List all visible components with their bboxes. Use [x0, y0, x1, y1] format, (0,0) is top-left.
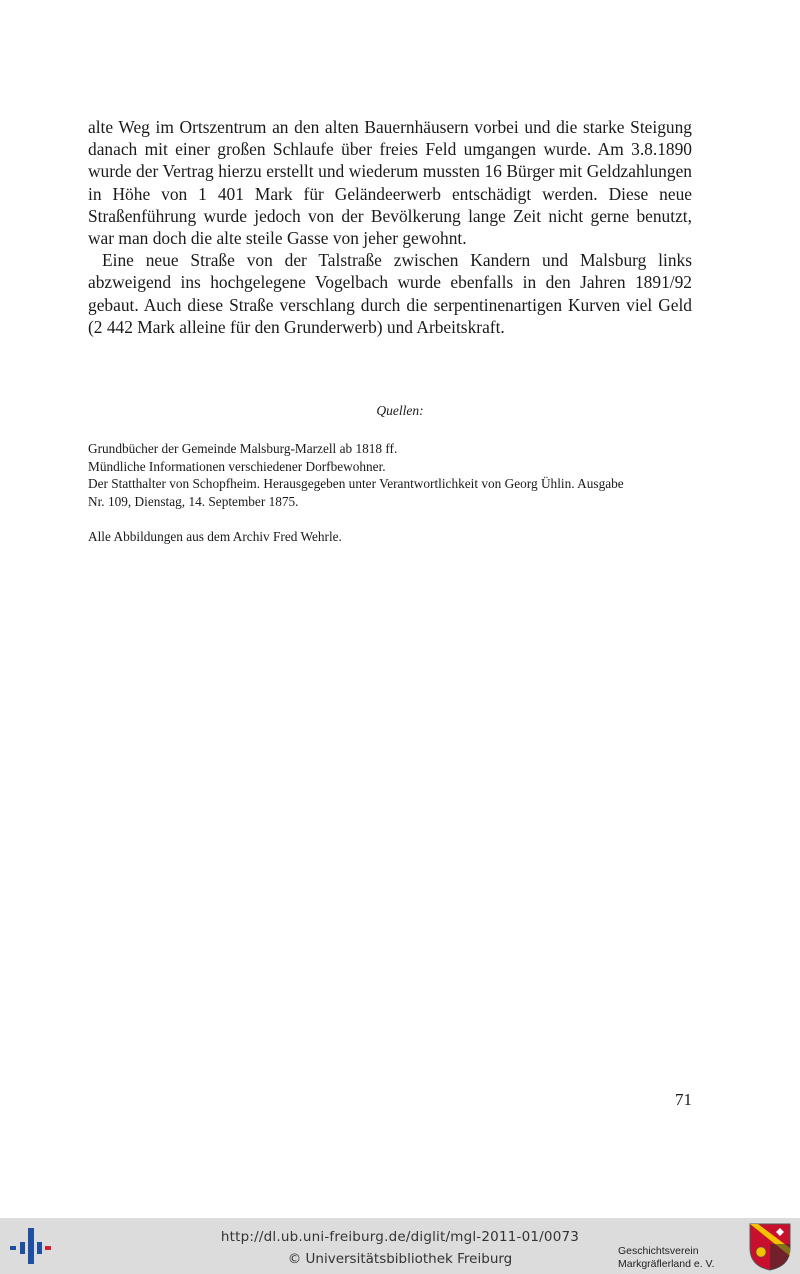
paragraph: alte Weg im Ortszentrum an den alten Bauernhäusern vorbei und die starke Steigung danach mit einer großen Schlaufe über freies Feld umgangen wurde. Am 3.8.1890 wurde der Vertrag hierzu erstellt und wiederum mussten 16 Bürger mit Geldzahlungen in Höhe von 1 401 Mark für Geländeerwerb entschädigt werden. Diese neue Straßenführung wurde jedoch von der Bevölkerung lange Zeit nicht gerne benutzt, war man doch die alte steile Gasse von jeher gewohnt. [88, 117, 692, 249]
society-name-line: Geschichtsverein [618, 1245, 699, 1257]
source-line: Der Statthalter von Schopfheim. Herausgegeben unter Verantwortlichkeit von Georg Ühlin. Ausgabe [88, 476, 624, 492]
spacer [88, 511, 692, 528]
society-name[interactable] [618, 1245, 746, 1270]
page-number: 71 [675, 1090, 692, 1109]
copyright-notice: © Universitätsbibliothek Freiburg [287, 1251, 513, 1267]
viewer-footer [0, 1218, 800, 1274]
source-line: Mündliche Informationen verschiedener Dorfbewohner. [88, 458, 386, 474]
sources-heading: Quellen: [376, 403, 424, 418]
source-line: Nr. 109, Dienstag, 14. September 1875. [88, 494, 299, 510]
sources-list [88, 440, 692, 546]
source-line: Grundbücher der Gemeinde Malsburg-Marzell ab 1818 ff. [88, 441, 398, 456]
coat-of-arms-icon[interactable] [748, 1222, 792, 1272]
permalink-url[interactable]: http://dl.ub.uni-freiburg.de/diglit/mgl-2011-01/0073 [220, 1229, 580, 1245]
illustrations-credit: Alle Abbildungen aus dem Archiv Fred Wehrle. [88, 528, 342, 544]
body-text [88, 116, 692, 338]
society-name-line: Markgräflerland e. V. [618, 1257, 715, 1270]
paragraph: Eine neue Straße von der Talstraße zwischen Kandern und Malsburg links abzweigend ins hochgelegene Vogelbach wurde ebenfalls in den Jahren 1891/92 gebaut. Auch diese Straße verschlang durch die serpentinenartigen Kurven viel Geld (2 442 Mark alleine für den Grunderwerb) und Arbeitskraft. [88, 250, 692, 337]
